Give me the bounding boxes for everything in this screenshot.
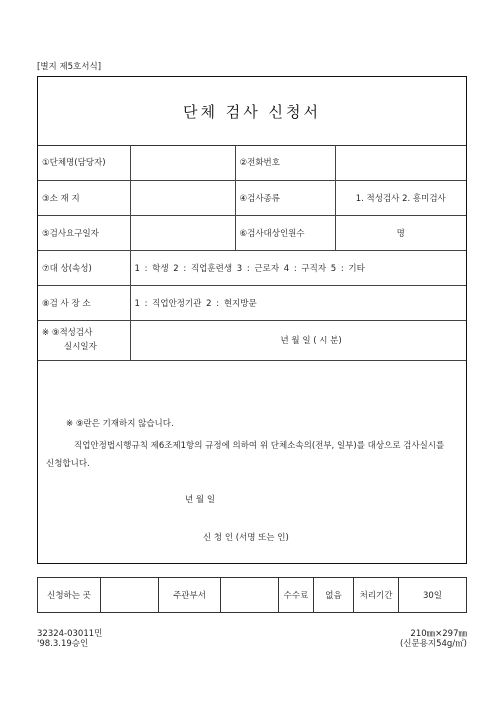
- form-title: 단체 검사 신청서: [183, 102, 321, 121]
- row-target: [38, 250, 466, 285]
- label-headcount: ⑥검사대상인원수: [235, 215, 335, 250]
- field-submit-to[interactable]: [101, 578, 159, 613]
- applicant-signature: 신 청 인 (서명 또는 인): [203, 533, 289, 543]
- label-department: 주관부서: [159, 578, 221, 613]
- field-test-type[interactable]: 1. 적성검사 2. 흥미검사: [335, 180, 466, 215]
- row-address: [38, 180, 466, 215]
- footer-right: [400, 629, 467, 649]
- declaration-paragraph: 직업안정법시행규칙 제6조제1항의 규정에 의하여 위 단체소속의(전부, 일부)를 대상으로 검사실시를 신청합니다.: [46, 441, 445, 469]
- value-fee: 없음: [314, 578, 354, 613]
- label-exam-date-line1: ※ ⑨적성검사: [42, 328, 93, 338]
- footer-left: [37, 629, 102, 649]
- field-department[interactable]: [221, 578, 279, 613]
- note-text: ※ ⑨란은 기재하지 않습니다.: [66, 419, 174, 429]
- field-address[interactable]: [130, 180, 235, 215]
- approval-date: '98.3.19승인: [37, 639, 89, 649]
- form-grid: [38, 145, 466, 361]
- field-headcount[interactable]: 명: [335, 215, 466, 250]
- application-form: [37, 76, 467, 564]
- row-group-name: [38, 145, 466, 180]
- form-tag: [별지 제5호서식]: [37, 62, 102, 72]
- label-test-type: ④검사종류: [235, 180, 335, 215]
- row-exam-date: [38, 320, 466, 360]
- row-location: [38, 285, 466, 320]
- label-address: ③소 재 지: [38, 180, 130, 215]
- label-exam-date-line2: 실시일자: [64, 342, 97, 352]
- label-fee: 수수료: [279, 578, 314, 613]
- label-phone: ②전화번호: [235, 145, 335, 180]
- value-processing-period: 30일: [399, 578, 467, 613]
- title-row: [38, 77, 466, 146]
- label-target: ⑦대 상(속성): [38, 250, 130, 285]
- paper-type: (신문용지54g/㎡): [399, 639, 467, 649]
- field-location[interactable]: 1 : 직업안정기관 2 : 현지방문: [130, 285, 466, 320]
- label-location: ⑧검 사 장 소: [38, 285, 130, 320]
- processing-info-table: [37, 577, 467, 613]
- form-code: 32324-03011민: [37, 629, 103, 639]
- label-processing-period: 처리기간: [354, 578, 399, 613]
- field-request-date[interactable]: [130, 215, 235, 250]
- label-group-name: ①단체명(담당자): [38, 145, 130, 180]
- label-submit-to: 신청하는 곳: [38, 578, 101, 613]
- field-target[interactable]: 1 : 학생 2 : 직업훈련생 3 : 근로자 4 : 구직자 5 : 기타: [130, 250, 466, 285]
- application-date: 년 월 일: [185, 495, 216, 505]
- field-phone[interactable]: [335, 145, 466, 180]
- field-exam-date[interactable]: 년 월 일 ( 시 분): [130, 320, 466, 360]
- label-exam-date: [38, 320, 130, 360]
- row-request-date: [38, 215, 466, 250]
- field-group-name[interactable]: [130, 145, 235, 180]
- label-request-date: ⑤검사요구일자: [38, 215, 130, 250]
- paper-size: 210㎜×297㎜: [410, 629, 467, 639]
